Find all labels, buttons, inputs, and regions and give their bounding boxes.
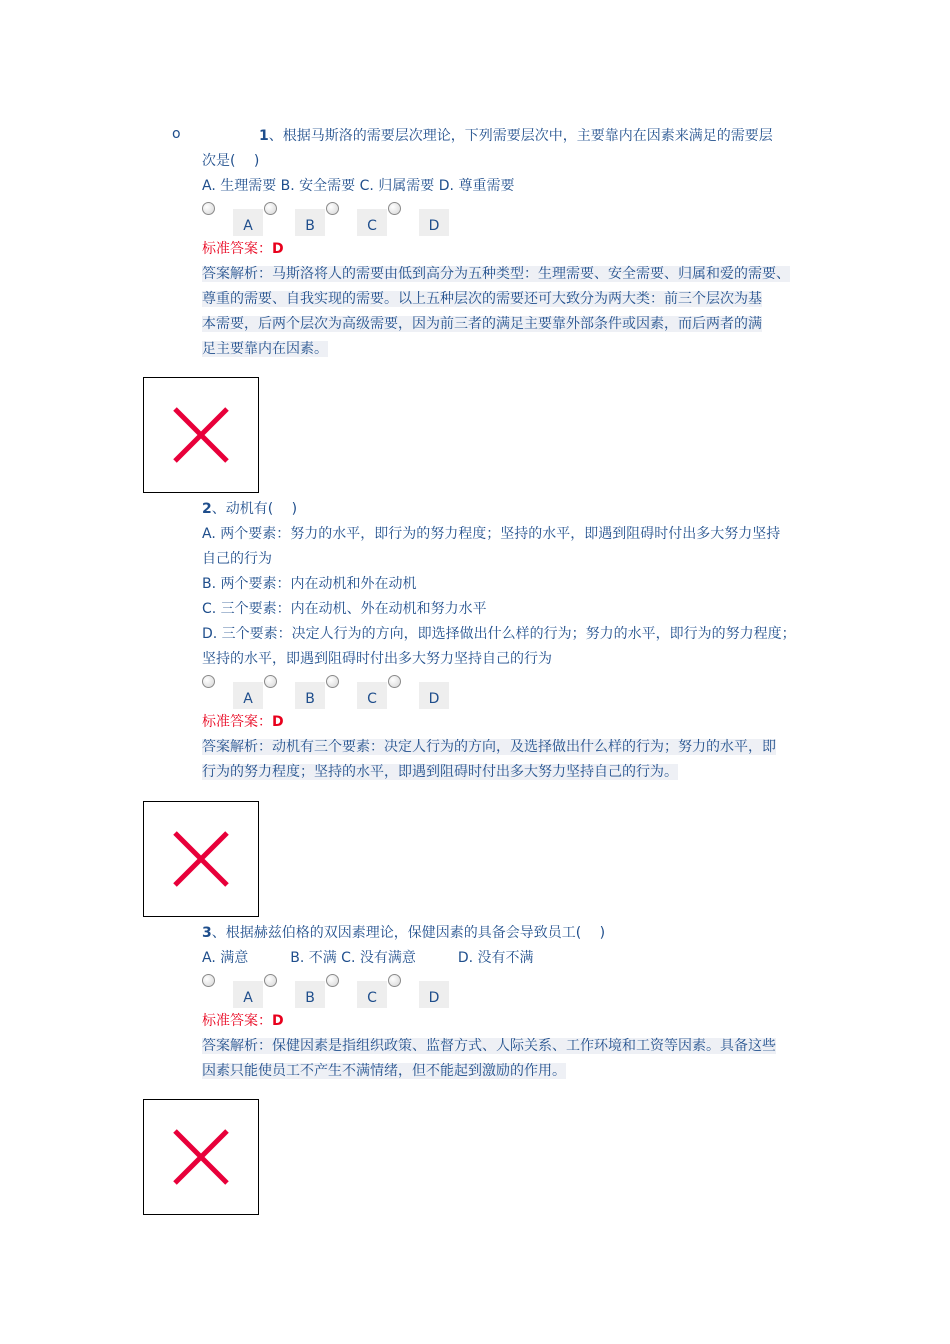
question-3-result-image [143, 1099, 259, 1215]
question-3-option-b[interactable] [264, 975, 326, 1009]
question-3-radio-group [202, 975, 822, 1009]
question-1-option-a[interactable] [202, 203, 264, 237]
question-2-explanation [202, 735, 822, 785]
question-2 [202, 497, 822, 785]
radio-button-icon[interactable] [202, 202, 215, 215]
answer-value: D [272, 714, 284, 730]
question-2-option-line: 坚持的水平，即遇到阻碍时付出多大努力坚持自己的行为 [202, 651, 552, 667]
explanation-line: 尊重的需要、自我实现的需要。以上五种层次的需要还可大致分为两大类：前三个层次为基 [202, 291, 762, 307]
question-1-explanation [202, 262, 822, 362]
option-label: A [233, 682, 263, 709]
option-label: C [357, 981, 387, 1008]
radio-button-icon[interactable] [388, 675, 401, 688]
question-3-number: 3 [202, 925, 212, 941]
explanation-line: 答案解析：马斯洛将人的需要由低到高分为五种类型：生理需要、安全需要、归属和爱的需要、 [202, 266, 790, 282]
question-2-radio-group [202, 676, 822, 710]
question-2-option-a[interactable] [202, 676, 264, 710]
option-label: D [419, 682, 449, 709]
question-1-result-image [143, 377, 259, 493]
broken-image-x-icon [144, 378, 258, 492]
radio-button-icon[interactable] [326, 974, 339, 987]
option-label: A [233, 981, 263, 1008]
radio-button-icon[interactable] [202, 974, 215, 987]
bullet-marker: o [172, 126, 181, 142]
option-label: B [295, 981, 325, 1008]
question-1-stem-line-2: 次是( ) [202, 153, 260, 169]
question-2-answer [202, 710, 822, 735]
radio-button-icon[interactable] [388, 202, 401, 215]
question-1-answer [202, 237, 822, 262]
radio-button-icon[interactable] [326, 202, 339, 215]
broken-image-x-icon [144, 1100, 258, 1214]
question-2-number: 2 [202, 501, 212, 517]
radio-button-icon[interactable] [264, 202, 277, 215]
question-3-option-c[interactable] [326, 975, 388, 1009]
option-label: B [295, 209, 325, 236]
option-label: D [419, 981, 449, 1008]
question-1-stem-text: 、根据马斯洛的需要层次理论，下列需要层次中，主要靠内在因素来满足的需要层 [268, 128, 773, 144]
broken-image-x-icon [144, 802, 258, 916]
radio-button-icon[interactable] [326, 675, 339, 688]
question-3-answer [202, 1009, 822, 1034]
option-label: A [233, 209, 263, 236]
option-label: C [357, 209, 387, 236]
answer-label: 标准答案： [202, 714, 272, 730]
question-2-option-b[interactable] [264, 676, 326, 710]
explanation-line: 答案解析：保健因素是指组织政策、监督方式、人际关系、工作环境和工资等因素。具备这些 [202, 1038, 776, 1054]
explanation-line: 本需要，后两个层次为高级需要，因为前三者的满足主要靠外部条件或因素，而后两者的满 [202, 316, 762, 332]
question-1-options: A. 生理需要 B. 安全需要 C. 归属需要 D. 尊重需要 [202, 178, 515, 194]
question-1 [202, 124, 822, 362]
question-3-options: A. 满意 B. 不满 C. 没有满意 D. 没有不满 [202, 950, 534, 966]
answer-label: 标准答案： [202, 1013, 272, 1029]
question-3-stem [202, 921, 822, 946]
radio-button-icon[interactable] [264, 974, 277, 987]
question-1-option-d[interactable] [388, 203, 450, 237]
answer-value: D [272, 1013, 284, 1029]
radio-button-icon[interactable] [202, 675, 215, 688]
question-1-option-c[interactable] [326, 203, 388, 237]
question-2-option-line: B. 两个要素：内在动机和外在动机 [202, 576, 417, 592]
question-2-result-image [143, 801, 259, 917]
question-3-option-d[interactable] [388, 975, 450, 1009]
question-2-option-line: A. 两个要素：努力的水平，即行为的努力程度；坚持的水平，即遇到阻碍时付出多大努力坚持 [202, 526, 781, 542]
answer-label: 标准答案： [202, 241, 272, 257]
question-2-option-line: 自己的行为 [202, 551, 272, 567]
question-2-stem-text: 、动机有( ) [211, 501, 298, 517]
question-1-option-b[interactable] [264, 203, 326, 237]
question-2-option-d[interactable] [388, 676, 450, 710]
question-1-stem-line-1 [259, 124, 822, 149]
option-label: C [357, 682, 387, 709]
question-1-radio-group [202, 203, 822, 237]
question-2-option-line: C. 三个要素：内在动机、外在动机和努力水平 [202, 601, 487, 617]
question-3-explanation [202, 1034, 822, 1084]
question-3 [202, 921, 822, 1084]
answer-value: D [272, 241, 284, 257]
explanation-line: 因素只能使员工不产生不满情绪，但不能起到激励的作用。 [202, 1063, 566, 1079]
question-1-number: 1 [259, 128, 269, 144]
option-label: D [419, 209, 449, 236]
explanation-line: 行为的努力程度；坚持的水平，即遇到阻碍时付出多大努力坚持自己的行为。 [202, 764, 678, 780]
explanation-line: 答案解析：动机有三个要素：决定人行为的方向，及选择做出什么样的行为；努力的水平，即 [202, 739, 776, 755]
question-2-option-line: D. 三个要素：决定人行为的方向，即选择做出什么样的行为；努力的水平，即行为的努力程度； [202, 626, 796, 642]
question-2-option-c[interactable] [326, 676, 388, 710]
option-label: B [295, 682, 325, 709]
question-2-stem [202, 497, 822, 522]
question-3-option-a[interactable] [202, 975, 264, 1009]
question-3-stem-text: 、根据赫兹伯格的双因素理论，保健因素的具备会导致员工( ) [211, 925, 606, 941]
radio-button-icon[interactable] [264, 675, 277, 688]
radio-button-icon[interactable] [388, 974, 401, 987]
explanation-line: 足主要靠内在因素。 [202, 341, 328, 357]
